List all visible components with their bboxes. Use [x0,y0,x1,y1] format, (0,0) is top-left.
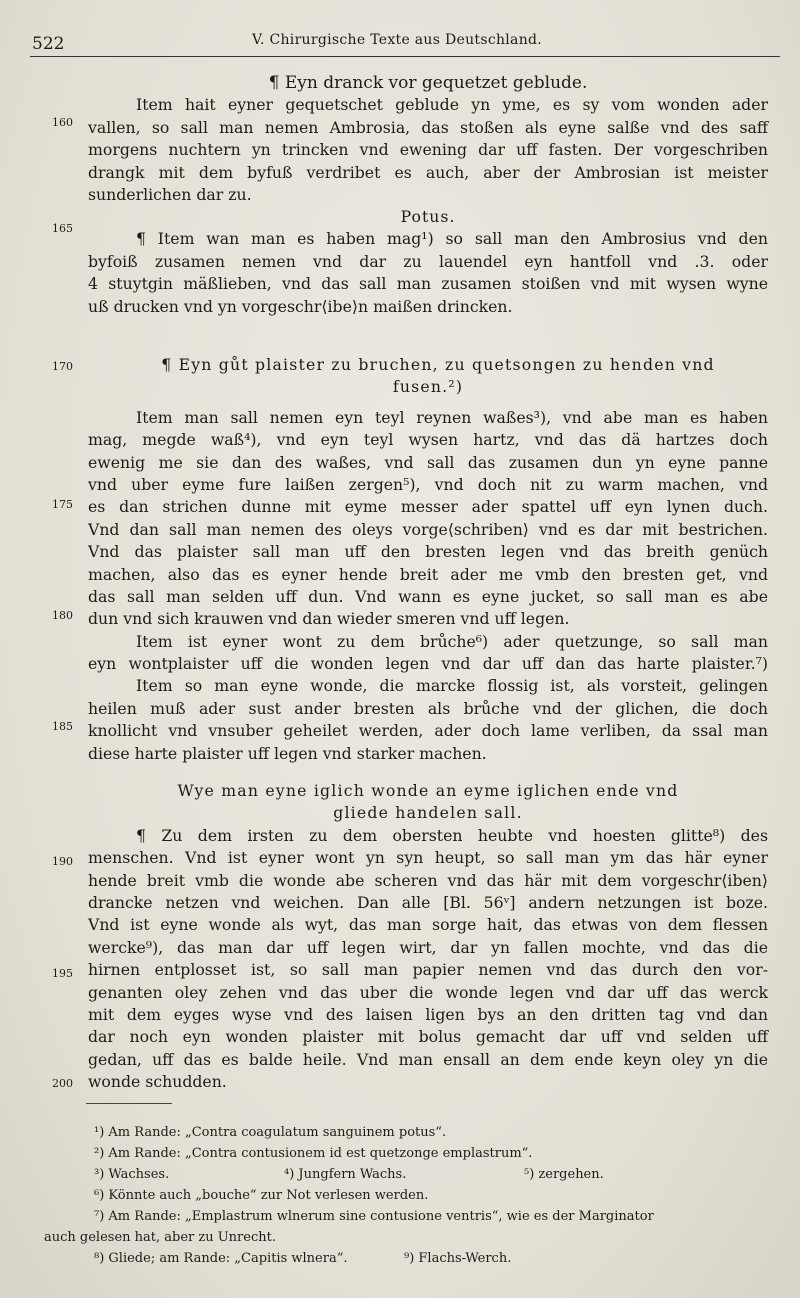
text-line: dar noch eyn wonden plaister mit bolus gemacht dar uff vnd selden uff [88,1027,768,1047]
section-heading: Wye man eyne iglich wonde an eyme iglichen ende vnd [177,781,679,800]
section-dranck [88,72,768,206]
text-line: drancke netzen vnd weichen. Dan alle [Bl. 56ᵛ] andern netzungen ist boze. [88,892,768,912]
text-line: 4 stuytgin mäßlieben, vnd das sall man zusamen stoißen vnd mit wysen wyne [88,274,768,294]
text-line: eyn wontplaister uff die wonden legen vnd dar uff dan das harte plaister.⁷) [88,654,768,674]
section-plaister [88,354,768,765]
footnote-row [44,1164,784,1185]
page-header [30,30,780,57]
text-line: es dan strichen dunne mit eyme messer ader spattel uff eyn lynen duch. [88,497,768,517]
line-number: 160 [52,116,73,129]
text-line: mag, megde waß⁴), vnd eyn teyl wysen hartz, vnd das dä hartzes doch [88,430,768,450]
line-number: 195 [52,967,73,980]
footnote: ³) Wachses. [94,1167,170,1182]
footnote-continuation: auch gelesen hat, aber zu Unrecht. [44,1230,276,1245]
text-line: vallen, so sall man nemen Ambrosia, das stoßen als eyne salße vnd des saff [88,117,768,137]
text-line: uß drucken vnd yn vorgeschr⟨ibe⟩n maißen drincken. [88,296,513,316]
section-heading: gliede handelen sall. [333,803,523,823]
text-line: Vnd dan sall man nemen des oleys vorge⟨schriben⟩ vnd es dar mit bestrichen. [88,519,768,539]
line-number: 165 [52,222,73,235]
section-heading: fusen.²) [392,377,464,397]
line-number: 200 [52,1077,73,1090]
line-number: 180 [52,609,73,622]
section-heading: ¶ Eyn gůt plaister zu bruchen, zu quetsongen zu henden vnd [161,355,715,374]
text-line: ¶ Zu dem irsten zu dem obersten heubte vnd hoesten glitte⁸) des [136,825,768,845]
section-heading: Potus. [400,207,456,226]
footnote: ⁹) Flachs-Werch. [404,1251,512,1266]
text-line: knollicht vnd vnsuber geheilet werden, ader doch lame verliben, da ssal man [88,721,768,741]
section-wonde [88,780,768,1093]
text-line: genanten oley zehen vnd das uber die wonde legen vnd dar uff das werck [88,982,768,1002]
running-title: V. Chirurgische Texte aus Deutschland. [252,32,543,48]
text-line: Vnd ist eyne wonde als wyt, das man sorge hait, das etwas von dem flessen [88,915,768,935]
footnote-row [44,1248,784,1269]
line-number: 190 [52,855,73,868]
text-line: sunderlichen dar zu. [88,184,252,204]
text-line: wercke⁹), das man dar uff legen wirt, dar yn fallen mochte, vnd das die [88,937,768,957]
text-line: morgens nuchtern yn trincken vnd ewening dar uff fasten. Der vorgeschriben [88,140,768,160]
line-number: 170 [52,360,73,373]
text-line: Vnd das plaister sall man uff den bresten legen vnd das breith genüch [88,542,768,562]
text-line: byfoiß zusamen nemen vnd dar zu lauendel eyn hantfoll vnd .3. oder [88,251,768,271]
footnotes [44,1122,784,1269]
footnote: ⁷) Am Rande: „Emplastrum wlnerum sine contusione ventris“, wie es der Marginator [94,1209,654,1224]
text-line: diese harte plaister uff legen vnd starker machen. [88,743,487,763]
text-line: Item so man eyne wonde, die marcke flossig ist, als vorsteit, gelingen [136,676,768,696]
text-line: wonde schudden. [88,1072,227,1092]
footnote: ⁶) Könnte auch „bouche“ zur Not verlesen werden. [94,1188,429,1203]
footnote: ²) Am Rande: „Contra contusionem id est quetzonge emplastrum“. [94,1146,533,1161]
line-number: 185 [52,720,73,733]
footnote: ⁵) zergehen. [524,1167,604,1182]
line-number: 175 [52,498,73,511]
footnote: ¹) Am Rande: „Contra coagulatum sanguinem potus“. [94,1125,447,1140]
text-line: machen, also das es eyner hende breit ader me vmb den bresten get, vnd [88,564,768,584]
text-line: ¶ Item wan man es haben mag¹) so sall man den Ambrosius vnd den [136,229,768,249]
footnote-divider [86,1103,172,1104]
text-line: hirnen entplosset ist, so sall man papier nemen vnd das durch den vor- [88,960,768,980]
text-line: Item man sall nemen eyn teyl reynen waßes³), vnd abe man es haben [136,407,768,427]
text-line: Item hait eyner gequetschet geblude yn yme, es sy vom wonden ader [136,95,768,115]
text-line: ewenig me sie dan des waßes, vnd sall das zusamen dun yn eyne panne [88,452,768,472]
text-line: hende breit vmb die wonde abe scheren vnd das här mit dem vorgeschr⟨iben⟩ [88,870,768,890]
text-line: heilen muß ader sust ander bresten als brůche vnd der glichen, die doch [88,698,768,718]
footnote: ⁴) Jungfern Wachs. [284,1167,407,1182]
text-line: gedan, uff das es balde heile. Vnd man ensall an dem ende keyn oley yn die [88,1049,768,1069]
text-line: das sall man selden uff dun. Vnd wann es eyne jucket, so sall man es abe [88,586,768,606]
section-heading: ¶ Eyn dranck vor gequetzet geblude. [268,73,588,93]
text-line: vnd uber eyme fure laißen zergen⁵), vnd doch nit zu warm machen, vnd [88,474,768,494]
text-line: dun vnd sich krauwen vnd dan wieder smeren vnd uff legen. [88,609,570,629]
section-potus [88,206,768,318]
page-number: 522 [32,34,65,54]
footnote: ⁸) Gliede; am Rande: „Capitis wlnera“. [94,1251,348,1266]
text-line: Item ist eyner wont zu dem brůche⁶) ader quetzunge, so sall man [136,631,768,651]
text-line: drangk mit dem byfuß verdribet es auch, aber der Ambrosian ist meister [88,162,768,182]
text-line: menschen. Vnd ist eyner wont yn syn heupt, so sall man ym das här eyner [88,848,768,868]
text-line: mit dem eyges wyse vnd des laisen ligen bys an den dritten tag vnd dan [88,1004,768,1024]
